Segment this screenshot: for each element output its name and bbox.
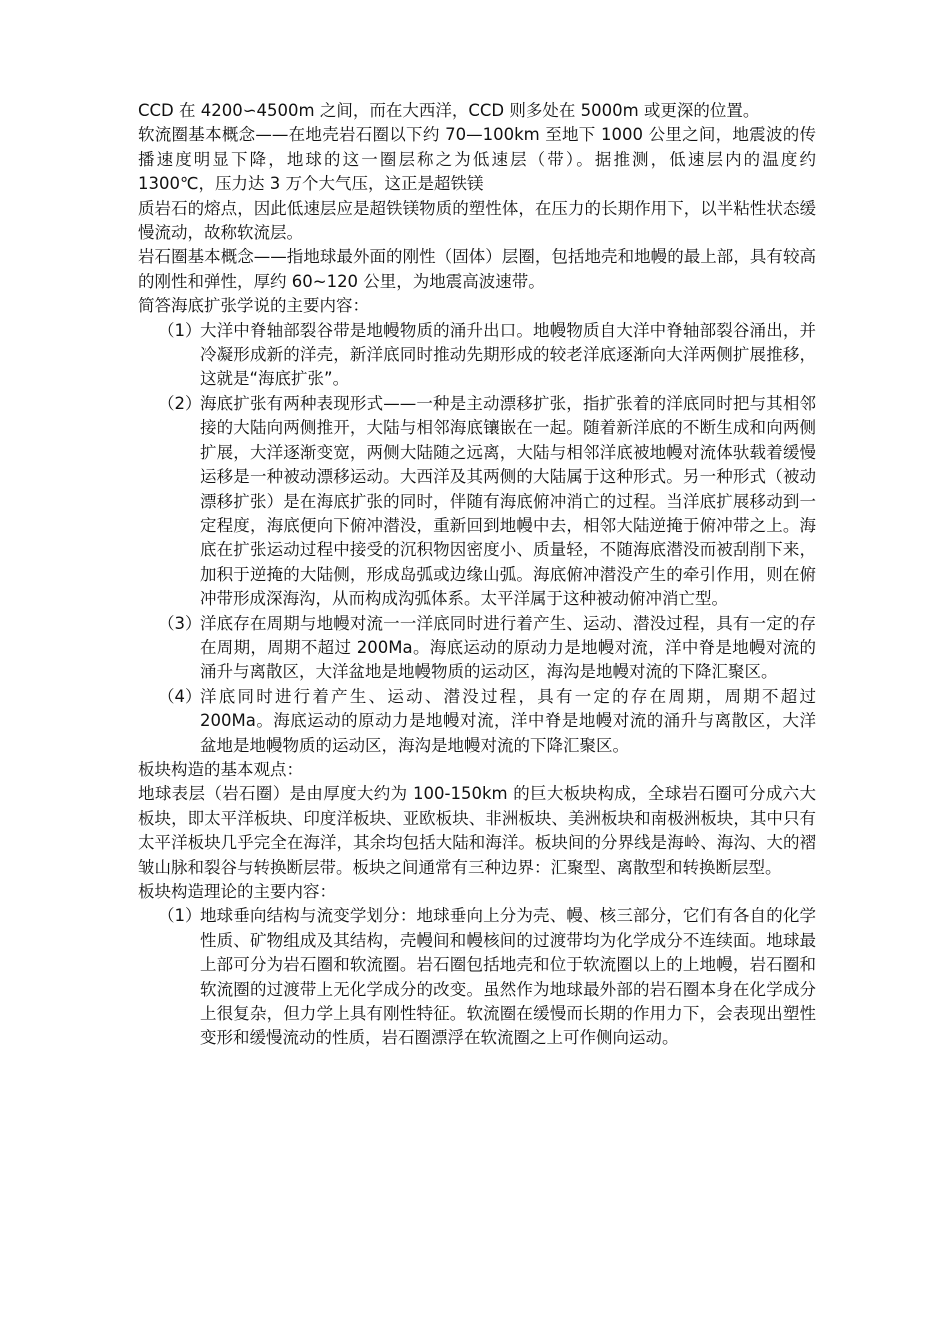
heading-plate-tectonics-theory: 板块构造理论的主要内容： xyxy=(138,882,336,901)
paragraph-lithosphere: 岩石圈基本概念——指地球最外面的刚性（固体）层圈，包括地壳和地幔的最上部，具有较高的刚性和弹性，厚约 60~120 公里，为地震高波速带。 xyxy=(138,247,816,291)
list-item xyxy=(138,685,816,758)
list-item-number: （1） xyxy=(158,906,202,926)
paragraph-asthenosphere-cont: 质岩石的熔点，因此低速层应是超铁镁物质的塑性体，在压力的长期作用下，以半粘性状态缓慢流动，故称软流层。 xyxy=(138,198,816,243)
list-item-number: （3） xyxy=(158,613,202,633)
heading-plate-tectonics-views: 板块构造的基本观点： xyxy=(138,759,303,779)
document-body xyxy=(138,99,816,1051)
list-item-text: 大洋中脊轴部裂谷带是地幔物质的涌升出口。地幔物质自大洋中脊轴部裂谷涌出，并冷凝形成新的洋壳，新洋底同时推动先期形成的较老洋底逐渐向大洋两侧扩展推移，这就是“海底扩张”。 xyxy=(200,320,816,389)
paragraph-plates: 地球表层（岩石圈）是由厚度大约为 100-150km 的巨大板块构成，全球岩石圈可分成六大板块，即太平洋板块、印度洋板块、亚欧板块、非洲板块、美洲板块和南极洲板块，其中只有太平洋板块几乎完全在海洋，其余均包括大陆和海洋。板块间的分界线是海岭、海沟、大的褶皱山脉和裂谷与转换断层带。板块之间通常有三种边界：汇聚型、离散型和转换断层型。 xyxy=(138,784,816,877)
paragraph-asthenosphere: 软流圈基本概念——在地壳岩石圈以下约 70—100km 至地下 1000 公里之间，地震波的传播速度明显下降，地球的这一圈层称之为低速层（带）。据推测，低速层内的温度约 1300℃，压力达 3 万个大气压，这正是超铁镁 xyxy=(138,125,816,194)
paragraph-ccd: CCD 在 4200∽4500m 之间，而在大西洋，CCD 则多处在 5000m 或更深的位置。 xyxy=(138,101,760,120)
list-item-text: 洋底存在周期与地幔对流一一洋底同时进行着产生、运动、潜没过程，具有一定的存在周期，周期不超过 200Ma。海底运动的原动力是地幔对流，洋中脊是地幔对流的涌升与离散区，大洋盆地是地幔物质的运动区，海沟是地幔对流的下降汇聚区。 xyxy=(200,613,816,682)
heading-seafloor-spreading: 简答海底扩张学说的主要内容： xyxy=(138,296,369,316)
list-item-text: 地球垂向结构与流变学划分：地球垂向上分为壳、幔、核三部分，它们有各自的化学性质、矿物组成及其结构，壳幔间和幔核间的过渡带均为化学成分不连续面。地球最上部可分为岩石圈和软流圈。岩石圈包括地壳和位于软流圈以上的上地幔，岩石圈和软流圈的过渡带上无化学成分的改变。虽然作为地球最外部的岩石圈本身在化学成分上很复杂，但力学上具有刚性特征。软流圈在缓慢而长期的作用力下，会表现出塑性变形和缓慢流动的性质，岩石圈漂浮在软流圈之上可作侧向运动。 xyxy=(200,906,816,1048)
list-item-text: 海底扩张有两种表现形式——一种是主动漂移扩张，指扩张着的洋底同时把与其相邻接的大陆向两侧推开，大陆与相邻海底镶嵌在一起。随着新洋底的不断生成和向两侧扩展，大洋逐渐变宽，两侧大陆随之远离，大陆与相邻洋底被地幔对流体驮载着缓慢运移是一种被动漂移运动。大西洋及其两侧的大陆属于这种形式。另一种形式（被动漂移扩张）是在海底扩张的同时，伴随有海底俯冲消亡的过程。当洋底扩展移动到一定程度，海底便向下俯冲潜没，重新回到地幔中去，相邻大陆逆掩于俯冲带之上。海底在扩张运动过程中接受的沉积物因密度小、质量轻，不随海底潜没而被刮削下来，加积于逆掩的大陆侧，形成岛弧或边缘山弧。海底俯冲潜没产生的牵引作用，则在俯冲带形成深海沟，从而构成沟弧体系。太平洋属于这种被动俯冲消亡型。 xyxy=(200,393,816,609)
list-item-text: 洋底同时进行着产生、运动、潜没过程，具有一定的存在周期，周期不超过 200Ma。海底运动的原动力是地幔对流，洋中脊是地幔对流的涌升与离散区，大洋盆地是地幔物质的运动区，海沟是地幔对流的下降汇聚区。 xyxy=(200,686,816,755)
list-item xyxy=(138,319,816,392)
list-item-number: （1） xyxy=(158,320,202,340)
list-item-number: （2） xyxy=(158,393,202,413)
list-item xyxy=(138,392,816,612)
list-item xyxy=(138,904,816,1050)
list-item xyxy=(138,612,816,685)
list-item-number: （4） xyxy=(158,686,202,706)
